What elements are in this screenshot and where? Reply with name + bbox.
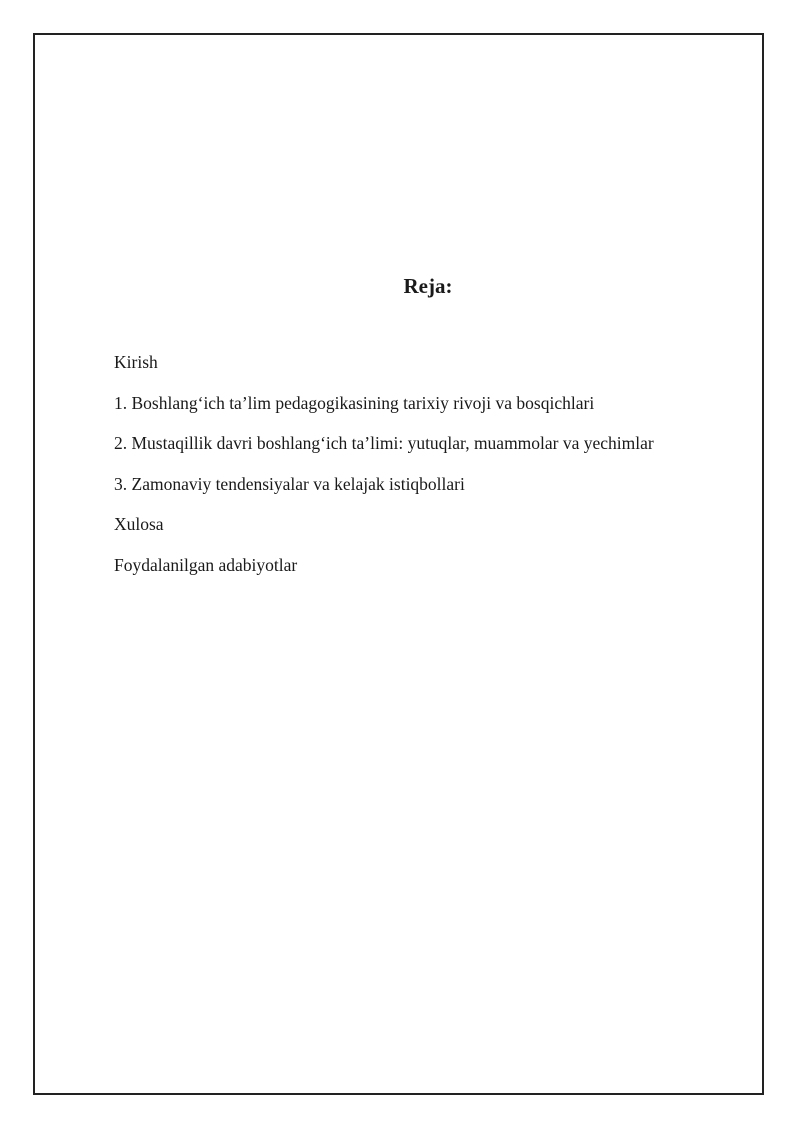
plan-item-references: Foydalanilgan adabiyotlar [114,554,298,575]
plan-item-introduction: Kirish [114,352,158,372]
plan-list [114,350,654,593]
plan-item-conclusion: Xulosa [114,514,164,534]
plan-item-3: 3. Zamonaviy tendensiyalar va kelajak istiqbollari [114,473,465,494]
plan-item-1: 1. Boshlang‘ich ta’lim pedagogikasining tarixiy rivoji va bosqichlari [114,392,595,413]
plan-item-2: 2. Mustaqillik davri boshlang‘ich ta’limi: yutuqlar, muammolar va yechimlar [114,433,654,453]
page-title: Reja: [403,274,453,298]
